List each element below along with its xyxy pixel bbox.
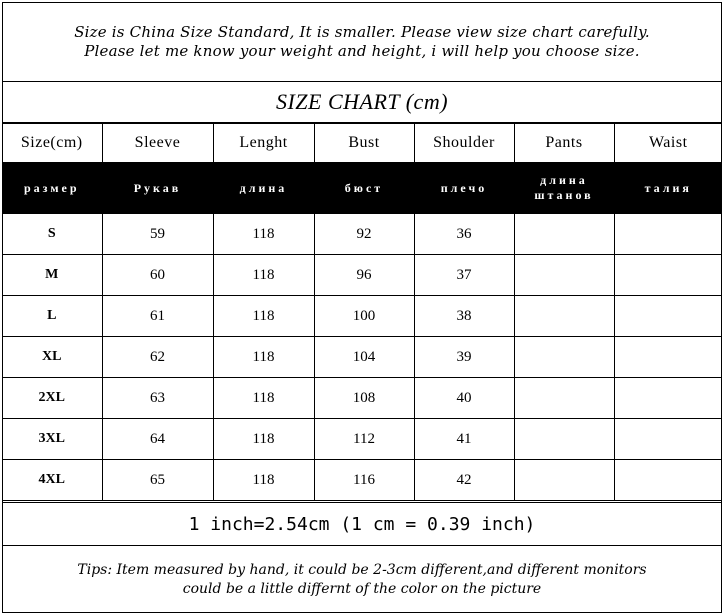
sleeve-cell: 63 <box>102 378 213 419</box>
shoulder-cell: 39 <box>414 337 514 378</box>
pants-cell <box>514 255 614 296</box>
size-cell: 2XL <box>2 378 102 419</box>
header-row <box>2 124 722 163</box>
size-cell: S <box>2 214 102 255</box>
size-chart-table <box>2 123 722 501</box>
pants-cell <box>514 337 614 378</box>
size-cell: M <box>2 255 102 296</box>
bust-cell: 100 <box>314 296 414 337</box>
header-ru-bust: бюст <box>314 163 414 214</box>
shoulder-cell: 40 <box>414 378 514 419</box>
pants-cell <box>514 378 614 419</box>
length-cell: 118 <box>213 337 314 378</box>
sleeve-cell: 59 <box>102 214 213 255</box>
pants-cell <box>514 419 614 460</box>
measurement-tips <box>2 546 722 613</box>
bust-cell: 92 <box>314 214 414 255</box>
shoulder-cell: 38 <box>414 296 514 337</box>
shoulder-cell: 36 <box>414 214 514 255</box>
sleeve-cell: 61 <box>102 296 213 337</box>
size-notice <box>2 2 722 82</box>
header-ru-pants: длина штанов <box>514 163 614 214</box>
bust-cell: 104 <box>314 337 414 378</box>
length-cell: 118 <box>213 255 314 296</box>
table-row <box>2 460 722 501</box>
notice-line-2: Please let me know your weight and height, i will help you choose size. <box>84 41 640 60</box>
pants-cell <box>514 214 614 255</box>
size-cell: XL <box>2 337 102 378</box>
table-row <box>2 419 722 460</box>
header-ru-shoulder: плечо <box>414 163 514 214</box>
length-cell: 118 <box>213 296 314 337</box>
chart-title: SIZE CHART (cm) <box>2 82 722 123</box>
table-row <box>2 255 722 296</box>
size-cell: L <box>2 296 102 337</box>
size-cell: 3XL <box>2 419 102 460</box>
tips-line-2: could be a little differnt of the color on the picture <box>182 580 542 597</box>
header-row-russian <box>2 163 722 214</box>
sleeve-cell: 62 <box>102 337 213 378</box>
table-row <box>2 214 722 255</box>
sleeve-cell: 65 <box>102 460 213 501</box>
table-row <box>2 337 722 378</box>
header-waist: Waist <box>614 124 722 163</box>
sleeve-cell: 60 <box>102 255 213 296</box>
header-pants: Pants <box>514 124 614 163</box>
waist-cell <box>614 337 722 378</box>
table-row <box>2 378 722 419</box>
header-ru-waist: талия <box>614 163 722 214</box>
shoulder-cell: 42 <box>414 460 514 501</box>
table-row <box>2 296 722 337</box>
shoulder-cell: 41 <box>414 419 514 460</box>
tips-line-1: Tips: Item measured by hand, it could be 2-3cm different,and different monitors <box>77 561 647 578</box>
bust-cell: 112 <box>314 419 414 460</box>
bust-cell: 96 <box>314 255 414 296</box>
waist-cell <box>614 296 722 337</box>
waist-cell <box>614 255 722 296</box>
unit-conversion: 1 inch=2.54cm (1 cm = 0.39 inch) <box>2 502 722 546</box>
shoulder-cell: 37 <box>414 255 514 296</box>
header-shoulder: Shoulder <box>414 124 514 163</box>
waist-cell <box>614 378 722 419</box>
size-cell: 4XL <box>2 460 102 501</box>
header-ru-sleeve: Рукав <box>102 163 213 214</box>
bust-cell: 108 <box>314 378 414 419</box>
length-cell: 118 <box>213 214 314 255</box>
length-cell: 118 <box>213 460 314 501</box>
bust-cell: 116 <box>314 460 414 501</box>
header-ru-length: длина <box>213 163 314 214</box>
length-cell: 118 <box>213 378 314 419</box>
header-size: Size(cm) <box>2 124 102 163</box>
header-bust: Bust <box>314 124 414 163</box>
waist-cell <box>614 419 722 460</box>
length-cell: 118 <box>213 419 314 460</box>
notice-line-1: Size is China Size Standard, It is smaller. Please view size chart carefully. <box>74 22 650 41</box>
waist-cell <box>614 460 722 501</box>
header-length: Lenght <box>213 124 314 163</box>
pants-cell <box>514 296 614 337</box>
header-sleeve: Sleeve <box>102 124 213 163</box>
sleeve-cell: 64 <box>102 419 213 460</box>
pants-cell <box>514 460 614 501</box>
waist-cell <box>614 214 722 255</box>
header-ru-size: размер <box>2 163 102 214</box>
